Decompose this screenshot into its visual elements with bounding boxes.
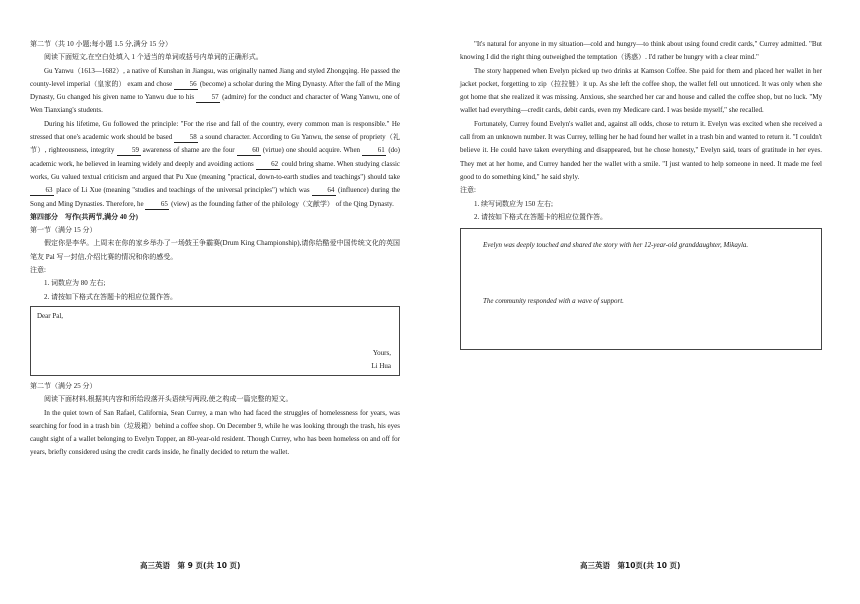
blank-56[interactable]: 56 [174,80,198,90]
right-page-footer: 高三英语 第10页(共 10 页) [580,561,681,570]
letter-closing: Yours, [372,348,391,357]
writing-prompt-2: 阅读下面材料,根据其内容和所给段落开头语续写两段,使之构成一篇完整的短文。 [44,395,293,404]
note-1: 1. 续写词数应为 150 左右; [474,199,553,208]
note-2: 2. 请按如下格式在答题卡的相应位置作答。 [474,212,607,221]
story-paragraph-4: Fortunately, Currey found Evelyn's wallet and, against all odds, chose to return it. Evelyn was excited when she received a call from an unknown number. It was Currey, telling her he had found her wallet in a trash bin and wanted to return it. "I couldn't believe it. He could have taken everything and disappeared, but he chose honesty," Evelyn said, tears of gratitude in her eyes. They met at her home, and Currey handed her the wallet with a smile. "I just wanted to help someone in need. It made me feel good to do something kind," he said shyly. [460,119,822,181]
paragraph-opener-2: The community responded with a wave of support. [483,297,624,306]
part-4-section-1-title: 第一节（满分 15 分） [30,226,97,235]
letter-salutation: Dear Pal, [37,311,64,320]
continuation-answer-box[interactable] [460,228,822,350]
writing-prompt-1: 假定你是李华。上周末在你的家乡举办了一场鼓王争霸赛(Drum King Championship),请你给酷爱中国传统文化的英国笔友 Pal 写一封信,介绍比赛的情况和你的感受。 [30,239,400,261]
blank-62[interactable]: 62 [256,160,280,170]
right-page [460,0,822,350]
note-1: 1. 词数应为 80 左右; [44,279,106,288]
blank-63[interactable]: 63 [30,186,54,196]
cloze-paragraph-2: During his lifetime, Gu followed the principle: "For the rise and fall of the country, every common man is responsible." He stressed that one's academic work should be based 58 a sound character. According to Gu Yanwu, the sense of propriety（礼节）, righteousness, integrity 59 awareness of shame are the four 60 (virtue) one should acquire. When 61 (do) academic work, he believed in learning widely and deeply and avoiding actions 62 could bring shame. When studying classic works, Gu valued textual criticism and argued that Pu Xue (meaning "practical, down-to-earth studies and teachings") should take 63 place of Li Xue (meaning "studies and teachings of the universal principles") which was 64 (influence) during the Song and Ming Dynasties. Therefore, he 65 (view) as the founding father of the philology（文献学） of the Qing Dynasty. [30,119,401,208]
cloze-paragraph-1: Gu Yanwu（1613—1682）, a native of Kunshan in Jiangsu, was originally named Jiang and styled Zhongqing. He passed the county-level imperial（皇家的） exam and chose 56 (become) a scholar during the Ming Dynasty. After the fall of the Ming Dynasty, Gu changed his given name to Yanwu due to his 57 (admire) for the conduct and character of Wang Yanwu, one of Wen Tianxiang's students. [30,66,401,115]
note-2: 2. 请按如下格式在答题卡的相应位置作答。 [44,292,177,301]
part-4-section-2-title: 第二节（满分 25 分） [30,381,97,390]
blank-59[interactable]: 59 [117,146,141,156]
story-paragraph-1: In the quiet town of San Rafael, California, Sean Currey, a man who had faced the struggles of homelessness for years, was searching for food in a trash bin（垃圾箱）behind a coffee shop. On December 9, while he was looking through the trash, his eyes caught sight of a wallet belonging to Evelyn Topper, an 80-year-old resident. Though Currey, who has been homeless on and off for years, briefly considered using the credit cards inside, he finally decided to return the wallet. [30,408,400,457]
part-4-title: 第四部分 写作(共两节,满分 40 分) [30,212,138,221]
blank-57[interactable]: 57 [196,93,220,103]
notes-label: 注意: [30,266,46,275]
blank-64[interactable]: 64 [312,186,336,196]
section-2-instruction: 阅读下面短文,在空白处填入 1 个适当的单词或括号内单词的正确形式。 [44,53,263,62]
left-page [30,0,400,460]
story-paragraph-3: The story happened when Evelyn picked up two drinks at Kamson Coffee. She paid for them and placed her wallet in her jacket pocket, forgetting to zip（拉拉链）it up. As she left the coffee shop, the wallet fell out unnoticed. It was only when she got home that she realized it was missing. Anxious, she searched her car and house and called the coffee shop, but no luck. "My wallet had everything—credit cards, debit cards, even my Medicare card. I was beside myself," she recalled. [460,66,822,115]
story-paragraph-2: "It's natural for anyone in my situation—cold and hungry—to think about using found credit cards," Currey admitted. "But knowing I did the right thing outweighed the temptation（诱惑）. I'd rather be hungry with a clear mind." [460,40,822,62]
blank-65[interactable]: 65 [145,200,169,210]
left-page-footer: 高三英语 第 9 页(共 10 页) [140,561,241,570]
paragraph-opener-1: Evelyn was deeply touched and shared the story with her 12-year-old granddaughter, Mikayla. [483,241,749,250]
section-2-title: 第二节（共 10 小题;每小题 1.5 分,满分 15 分） [30,40,172,48]
blank-60[interactable]: 60 [237,146,261,156]
blank-58[interactable]: 58 [174,133,198,143]
blank-61[interactable]: 61 [362,146,386,156]
notes-label: 注意: [460,186,476,195]
letter-answer-box[interactable] [30,306,400,376]
letter-signature: Li Hua [371,361,391,370]
